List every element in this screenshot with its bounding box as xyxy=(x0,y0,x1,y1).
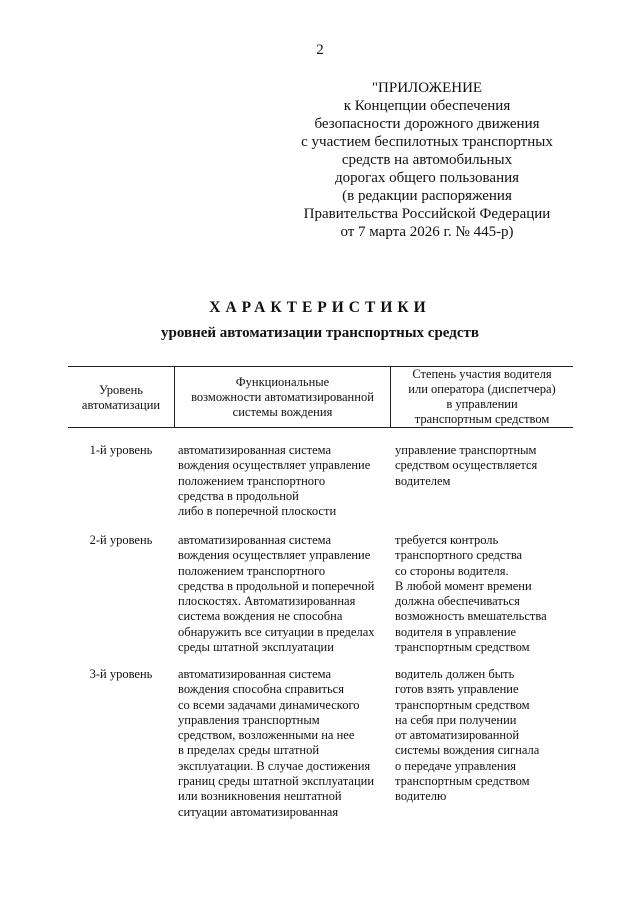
cell-line: управление транспортным xyxy=(395,443,537,457)
cell-line: средством осуществляется xyxy=(395,458,538,473)
appendix-line: дорогах общего пользования xyxy=(334,170,520,186)
appendix-line: от 7 марта 2026 г. № 445-р) xyxy=(340,224,514,240)
cell-line: ситуации автоматизированная xyxy=(178,804,339,819)
cell-line: системы вождения сигнала xyxy=(395,743,540,758)
header-line: транспортным средством xyxy=(414,412,550,426)
cell-line: система вождения не способна xyxy=(178,609,343,624)
row-level: 3-й уровень xyxy=(89,667,153,681)
cell-line: на себя при получении xyxy=(395,712,517,727)
page-number: 2 xyxy=(316,42,324,58)
appendix-caption xyxy=(292,79,562,241)
cell-line: автоматизированная система xyxy=(178,443,332,457)
cell-line: средства в продольной xyxy=(178,488,299,503)
header-line: Уровень xyxy=(98,383,144,397)
cell-line: автоматизированная система xyxy=(178,667,332,681)
cell-line: со всеми задачами динамического xyxy=(178,697,360,712)
cell-line: границ среды штатной эксплуатации xyxy=(178,774,375,789)
row-functional xyxy=(178,443,388,519)
row-participation xyxy=(395,443,570,489)
row-functional xyxy=(178,667,388,820)
document-title: ХАРАКТЕРИСТИКИ xyxy=(209,299,431,316)
cell-line: вождения способна справиться xyxy=(178,682,344,697)
cell-line: транспортного средства xyxy=(395,548,523,563)
cell-line: водителю xyxy=(395,789,447,804)
cell-line: обнаружить все ситуации в пределах xyxy=(178,624,375,639)
header-line: в управлении xyxy=(446,397,518,411)
cell-line: транспортным средством xyxy=(395,640,530,655)
header-line: Степень участия водителя xyxy=(412,367,552,381)
cell-line: должна обеспечиваться xyxy=(395,594,520,609)
header-line: возможности автоматизированной xyxy=(191,390,374,404)
cell-line: водителя в управление xyxy=(395,624,517,639)
cell-line: положением транспортного xyxy=(178,473,326,488)
header-functional xyxy=(175,375,390,420)
cell-line: средства в продольной и поперечной xyxy=(178,578,375,593)
cell-line: от автоматизированной xyxy=(395,728,520,743)
row-participation xyxy=(395,667,570,805)
header-line: автоматизации xyxy=(81,398,161,412)
row-participation xyxy=(395,533,570,655)
cell-line: средством, возложенными на нее xyxy=(178,728,355,743)
cell-line: возможность вмешательства xyxy=(395,609,547,624)
cell-line: водитель должен быть xyxy=(395,667,515,681)
cell-line: транспортным средством xyxy=(395,774,530,789)
header-line: системы вождения xyxy=(232,405,333,419)
appendix-line: Правительства Российской Федерации xyxy=(303,206,551,222)
row-level: 1-й уровень xyxy=(89,443,153,457)
appendix-line: с участием беспилотных транспортных xyxy=(301,134,553,150)
cell-line: среды штатной эксплуатации xyxy=(178,640,334,655)
cell-line: эксплуатации. В случае достижения xyxy=(178,758,371,773)
cell-line: или возникновения нештатной xyxy=(178,789,342,804)
appendix-line: "ПРИЛОЖЕНИЕ xyxy=(371,80,483,96)
appendix-line: к Концепции обеспечения xyxy=(343,98,511,114)
cell-line: готов взять управление xyxy=(395,682,519,697)
cell-line: либо в поперечной плоскости xyxy=(178,504,337,519)
document-subtitle: уровней автоматизации транспортных средств xyxy=(161,325,479,341)
cell-line: вождения осуществляет управление xyxy=(178,548,371,563)
cell-line: водителем xyxy=(395,473,451,488)
cell-line: требуется контроль xyxy=(395,533,499,547)
cell-line: транспортным средством xyxy=(395,697,530,712)
header-line: Функциональные xyxy=(235,375,330,389)
appendix-line: безопасности дорожного движения xyxy=(314,116,540,132)
cell-line: в пределах среды штатной xyxy=(178,743,320,758)
header-participation xyxy=(391,367,573,427)
cell-line: положением транспортного xyxy=(178,563,326,578)
cell-line: автоматизированная система xyxy=(178,533,332,547)
appendix-line: средств на автомобильных xyxy=(341,152,513,168)
header-level xyxy=(68,383,174,413)
cell-line: вождения осуществляет управление xyxy=(178,458,371,473)
row-level: 2-й уровень xyxy=(89,533,153,547)
cell-line: В любой момент времени xyxy=(395,578,532,593)
row-functional xyxy=(178,533,388,655)
table-header-rule xyxy=(68,427,573,428)
appendix-line: (в редакции распоряжения xyxy=(342,188,512,204)
cell-line: со стороны водителя. xyxy=(395,563,509,578)
cell-line: управления транспортным xyxy=(178,712,320,727)
cell-line: о передаче управления xyxy=(395,758,517,773)
cell-line: плоскостях. Автоматизированная xyxy=(178,594,356,609)
header-line: или оператора (диспетчера) xyxy=(408,382,556,396)
